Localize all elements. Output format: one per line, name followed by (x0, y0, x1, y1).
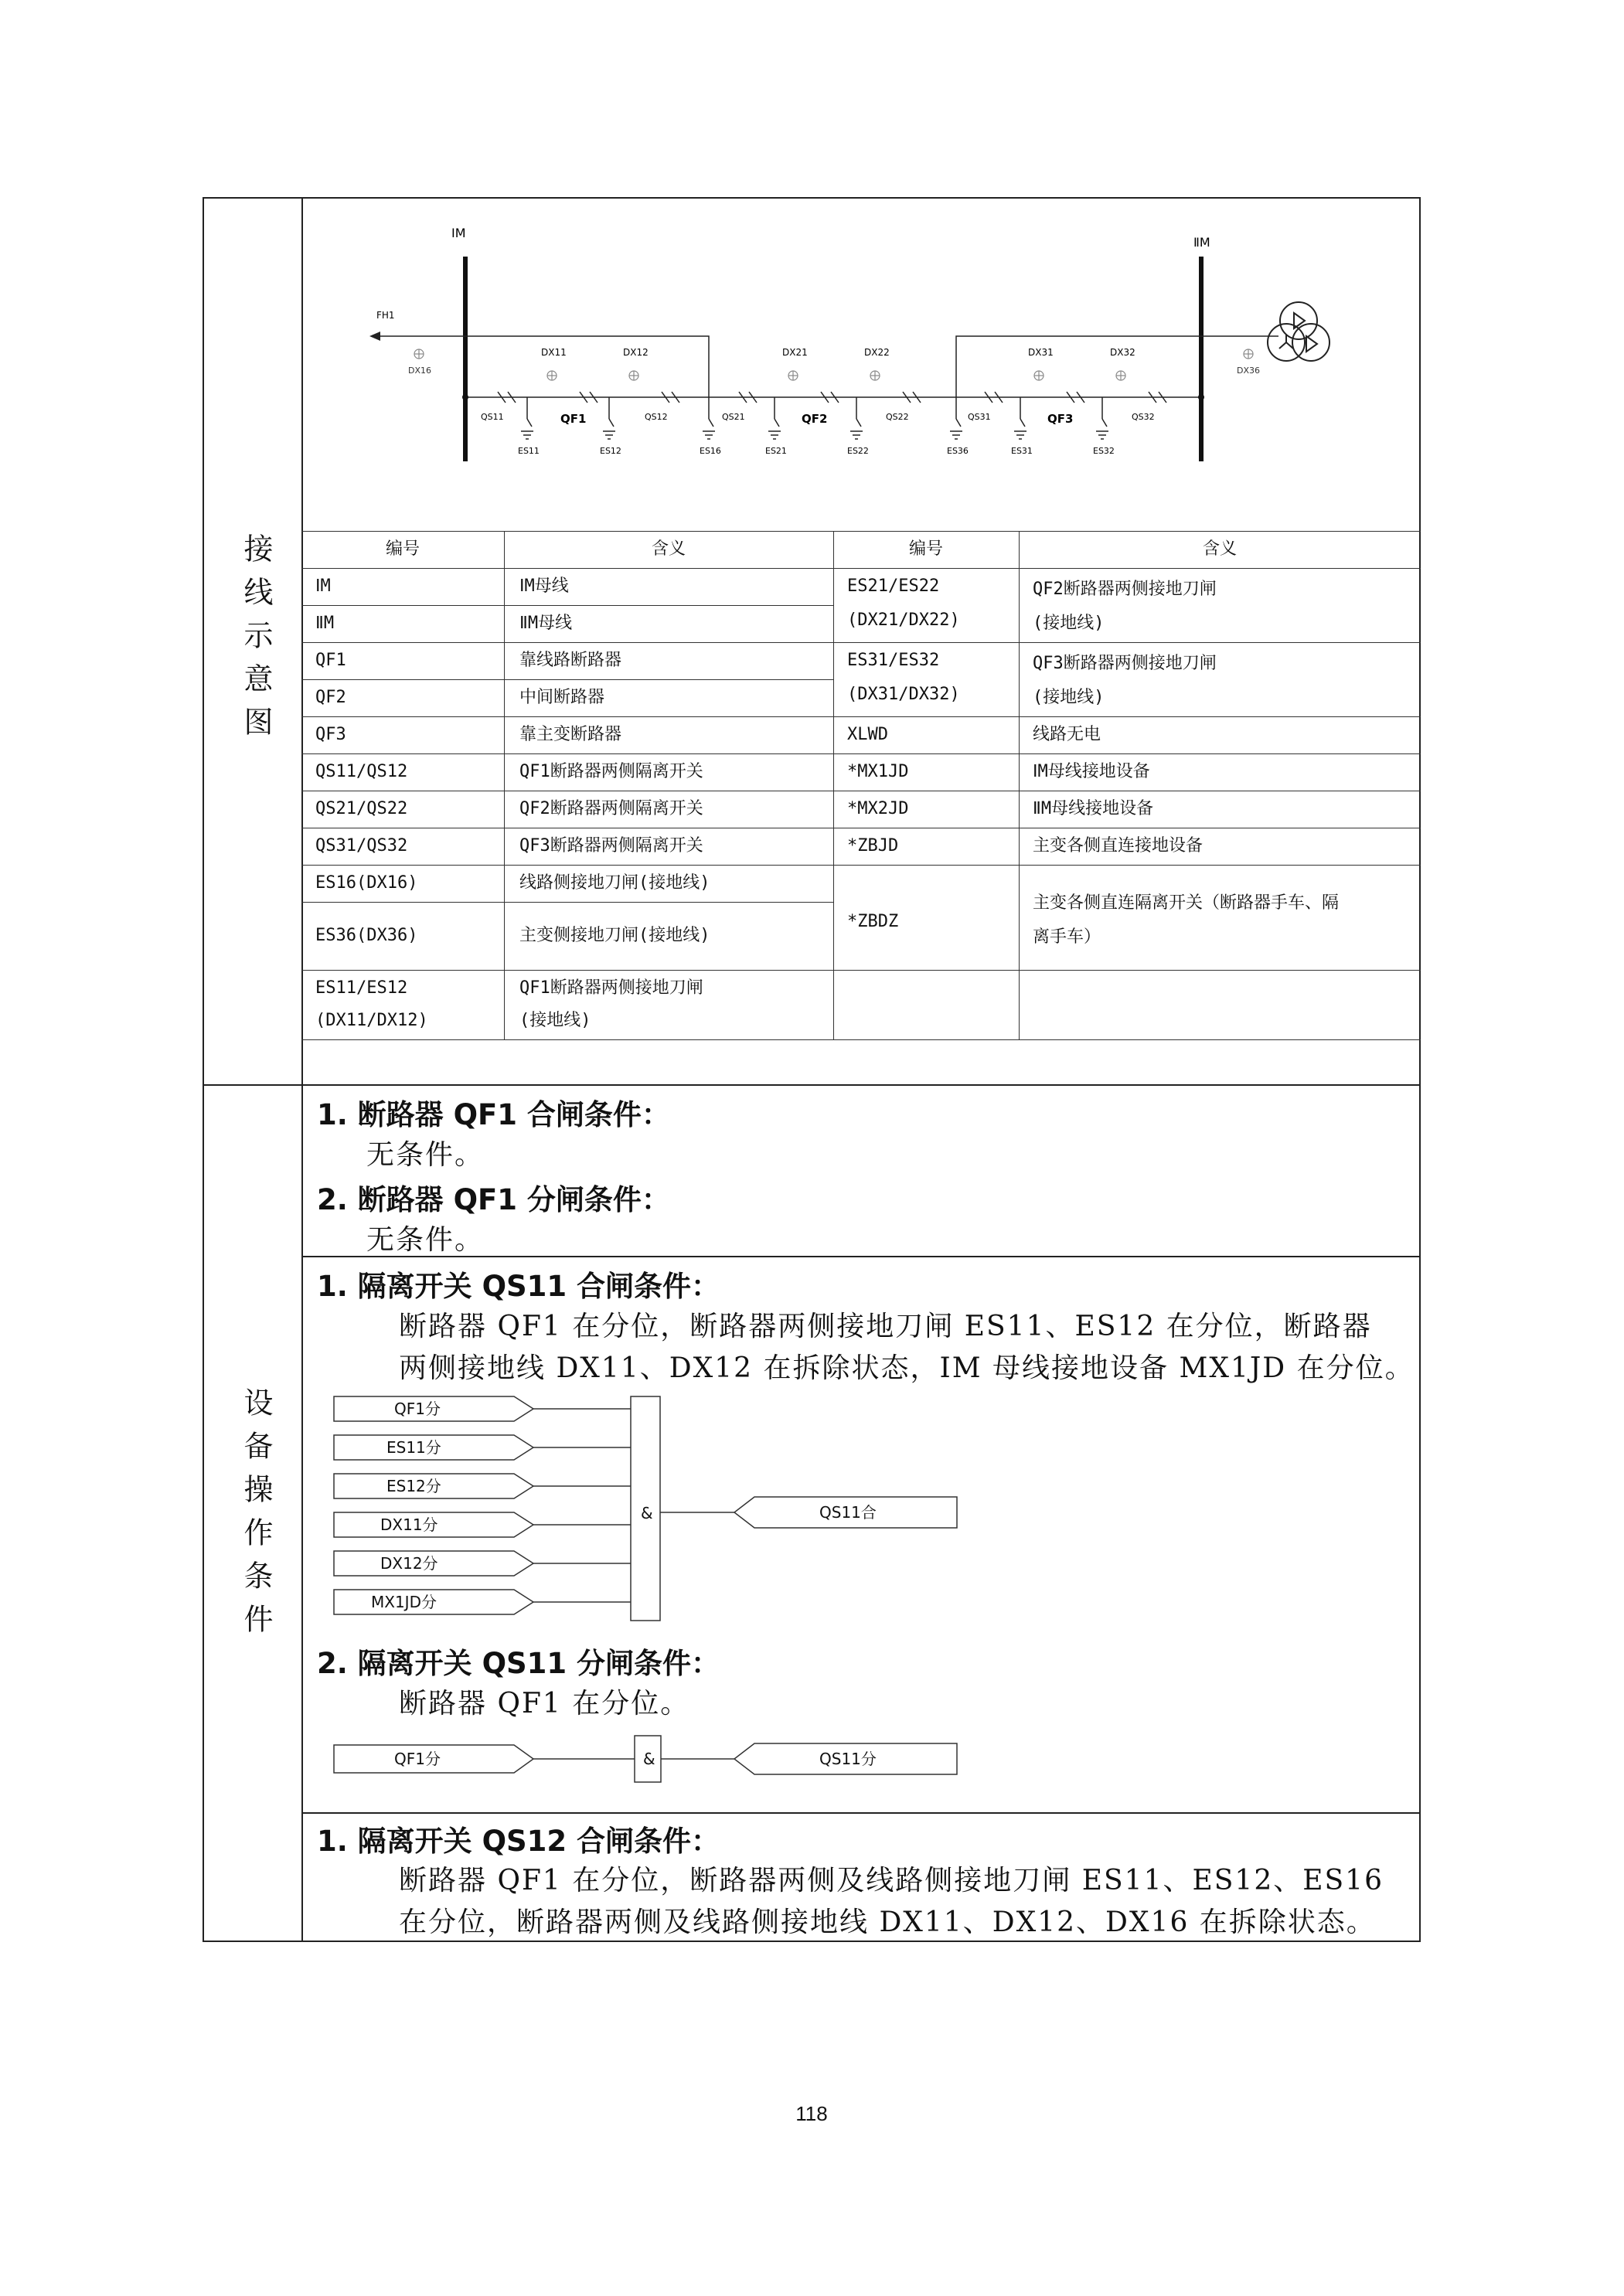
qs11-open-body: 断路器 QF1 在分位。 (399, 1688, 690, 1719)
qf1-open-title: 2. 断路器 QF1 分闸条件： (317, 1183, 670, 1216)
row-meaning: 靠线路断路器 (519, 651, 622, 670)
qs11-close-body-1: 断路器 QF1 在分位，断路器两侧接地刀闸 ES11、ES12 在分位，断路器 (399, 1311, 1372, 1342)
row-meaning: ⅠM母线接地设备 (1033, 762, 1150, 781)
row-code: ⅡM (315, 614, 335, 633)
svg-text:DX22: DX22 (864, 347, 890, 358)
logic1-input: MX1JD分 (371, 1593, 437, 1611)
svg-text:DX12: DX12 (623, 347, 649, 358)
svg-text:QF1: QF1 (560, 412, 587, 426)
switch-labels (481, 412, 1155, 426)
feeder-label: FH1 (376, 310, 395, 321)
qs11-close-logic-diagram (325, 1387, 974, 1634)
header-code-2: 编号 (908, 539, 943, 559)
svg-text:DX31: DX31 (1028, 347, 1054, 358)
ground-marker-dx16 (414, 349, 424, 359)
row-meaning: ⅠM母线 (519, 577, 569, 596)
dx-top-group (541, 347, 1135, 358)
logic2-input: QF1分 (394, 1750, 441, 1768)
section-divider-qs11 (301, 1812, 1421, 1814)
ground-label-dx16: DX16 (408, 366, 432, 376)
row-meaning: 主变各侧直连接地设备 (1033, 836, 1204, 855)
row-meaning: 主变侧接地刀闸(接地线) (519, 926, 710, 945)
row-meaning: QF3断路器两侧隔离开关 (519, 836, 703, 855)
row-meaning: QF2断路器两侧接地刀闸 (1033, 580, 1217, 599)
side-label-diagram: 接线示意图 (239, 533, 273, 750)
svg-text:QS31: QS31 (968, 412, 991, 422)
svg-text:ES12: ES12 (600, 446, 621, 456)
logic1-input: DX11分 (380, 1515, 438, 1534)
svg-text:ES36: ES36 (947, 446, 969, 456)
logic2-gate: & (643, 1750, 655, 1768)
row-meaning: QF3断路器两侧接地刀闸 (1033, 654, 1217, 673)
row-meaning: ⅡM母线 (519, 614, 573, 633)
svg-text:QS21: QS21 (722, 412, 745, 422)
row-code: XLWD (847, 725, 888, 744)
svg-text:QS12: QS12 (645, 412, 668, 422)
row-meaning: 线路侧接地刀闸(接地线) (519, 873, 710, 893)
row-meaning: 主变各侧直连隔离开关（断路器手车、隔 (1033, 893, 1340, 913)
svg-text:ES31: ES31 (1011, 446, 1033, 456)
row-meaning: 线路无电 (1033, 725, 1101, 744)
section-divider-diagram (203, 1084, 1421, 1086)
logic2-output: QS11分 (819, 1750, 877, 1768)
row-code: *MX2JD (847, 799, 909, 818)
svg-text:DX11: DX11 (541, 347, 567, 358)
qs11-open-title: 2. 隔离开关 QS11 分闸条件： (317, 1647, 720, 1680)
row-code: QS31/QS32 (315, 836, 408, 855)
row-code: ES21/ES22 (847, 577, 940, 596)
logic1-output: QS11合 (819, 1503, 877, 1522)
svg-text:QF3: QF3 (1047, 412, 1074, 426)
wiring-diagram (303, 199, 1419, 531)
row-code: ES31/ES32 (847, 651, 940, 670)
row-meaning: 离手车） (1033, 927, 1101, 947)
row-code: QF3 (315, 725, 346, 744)
row-meaning: 靠主变断路器 (519, 725, 622, 744)
svg-text:ES16: ES16 (700, 446, 721, 456)
row-code: QF1 (315, 651, 346, 670)
qs12-close-body-2: 在分位，断路器两侧及线路侧接地线 DX11、DX12、DX16 在拆除状态。 (399, 1907, 1376, 1938)
qf1-open-body: 无条件。 (366, 1224, 485, 1256)
row-code: (DX31/DX32) (847, 685, 960, 704)
svg-text:QF2: QF2 (802, 412, 828, 426)
row-meaning: QF1断路器两侧隔离开关 (519, 762, 703, 781)
row-meaning: (接地线) (1033, 688, 1105, 707)
qs11-close-body-2: 两侧接地线 DX11、DX12 在拆除状态，ⅠM 母线接地设备 MX1JD 在分位。 (399, 1352, 1415, 1384)
row-code: QS11/QS12 (315, 762, 408, 781)
feeder-arrow (369, 332, 380, 341)
row-code: *MX1JD (847, 762, 909, 781)
ground-label-dx36: DX36 (1237, 366, 1261, 376)
qs12-close-body-1: 断路器 QF1 在分位，断路器两侧及线路侧接地刀闸 ES11、ES12、ES16 (399, 1865, 1384, 1896)
row-code: (DX21/DX22) (847, 611, 960, 630)
qs11-open-logic-diagram (325, 1728, 974, 1790)
svg-text:ES21: ES21 (765, 446, 787, 456)
row-meaning: QF1断路器两侧接地刀闸 (519, 978, 703, 998)
bus-2-label: ⅡM (1193, 235, 1210, 250)
row-meaning: ⅡM母线接地设备 (1033, 799, 1154, 818)
qf1-close-title: 1. 断路器 QF1 合闸条件： (317, 1098, 670, 1131)
bus-1-label: ⅠM (451, 226, 466, 240)
earth-labels (518, 446, 1115, 456)
header-meaning-1: 含义 (651, 539, 686, 559)
svg-text:DX21: DX21 (782, 347, 808, 358)
logic1-input: ES12分 (386, 1477, 441, 1495)
row-code: ⅠM (315, 577, 331, 596)
row-code: *ZBDZ (847, 912, 899, 931)
row-code: ES16(DX16) (315, 873, 418, 893)
row-meaning: 中间断路器 (519, 688, 605, 707)
qs11-close-title: 1. 隔离开关 QS11 合闸条件： (317, 1270, 720, 1303)
dx-top-markers (547, 371, 1125, 380)
row-code: *ZBJD (847, 836, 899, 855)
logic1-input: QF1分 (394, 1400, 441, 1418)
svg-text:ES22: ES22 (847, 446, 869, 456)
ground-marker-dx36 (1244, 349, 1253, 359)
row-meaning: (接地线) (519, 1011, 591, 1030)
page-number: 118 (795, 2102, 828, 2125)
svg-text:DX32: DX32 (1110, 347, 1135, 358)
header-meaning-2: 含义 (1202, 539, 1237, 559)
logic1-input: ES11分 (386, 1438, 441, 1457)
svg-text:QS11: QS11 (481, 412, 504, 422)
row-meaning: (接地线) (1033, 614, 1105, 633)
transformer-icon (1268, 302, 1330, 361)
logic1-input: DX12分 (380, 1554, 438, 1573)
qs12-close-title: 1. 隔离开关 QS12 合闸条件： (317, 1825, 720, 1858)
row-code: QF2 (315, 688, 346, 707)
logic1-gate: & (641, 1504, 653, 1522)
svg-text:ES32: ES32 (1093, 446, 1115, 456)
row-code: (DX11/DX12) (315, 1011, 428, 1030)
side-label-conditions: 设备操作条件 (239, 1387, 273, 1647)
header-code-1: 编号 (385, 539, 420, 559)
row-code: ES36(DX36) (315, 926, 418, 945)
svg-text:QS32: QS32 (1132, 412, 1155, 422)
qf1-close-body: 无条件。 (366, 1139, 485, 1171)
row-code: ES11/ES12 (315, 978, 408, 998)
svg-text:QS22: QS22 (886, 412, 909, 422)
svg-text:ES11: ES11 (518, 446, 540, 456)
row-code: QS21/QS22 (315, 799, 408, 818)
row-meaning: QF2断路器两侧隔离开关 (519, 799, 703, 818)
